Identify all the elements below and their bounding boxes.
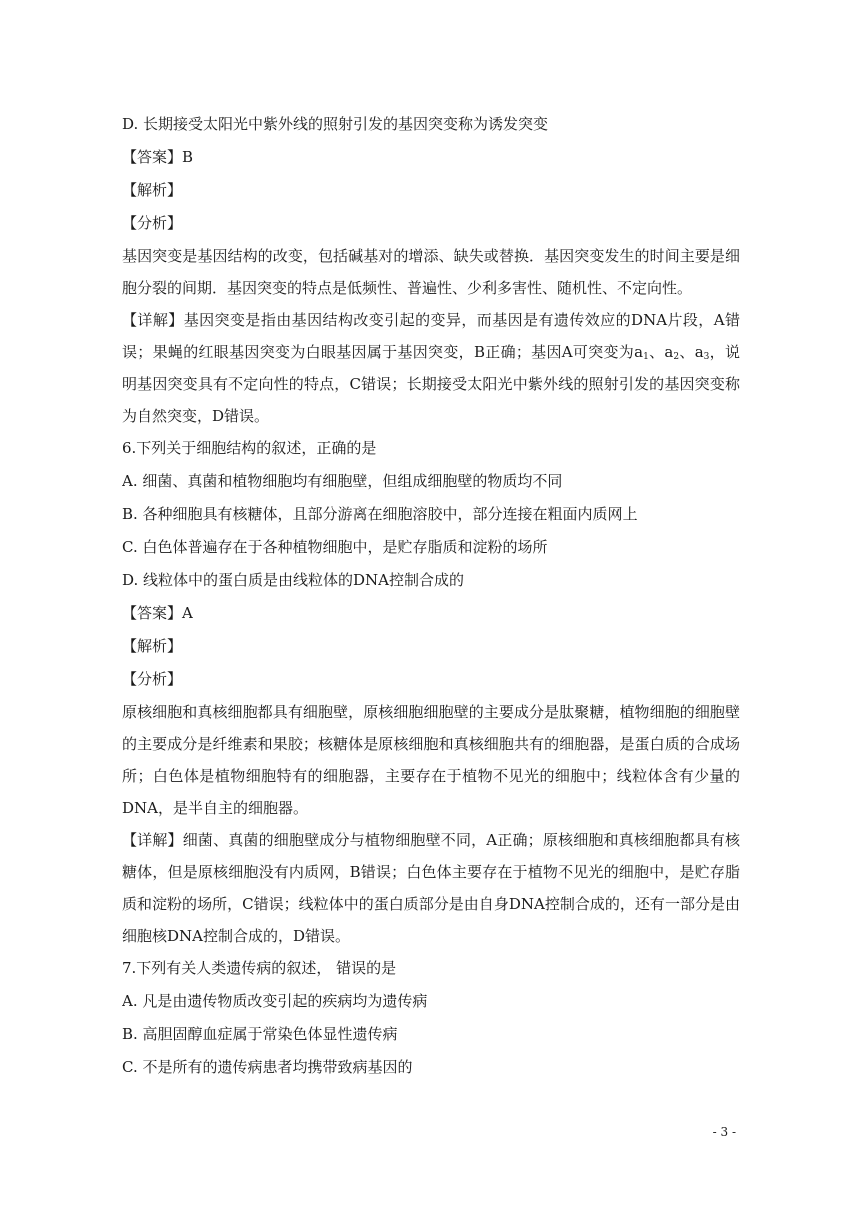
- q6-option-c: C. 白色体普遍存在于各种植物细胞中，是贮存脂质和淀粉的场所: [122, 538, 548, 556]
- q7-stem: 7.下列有关人类遗传病的叙述， 错误的是: [122, 959, 397, 977]
- q7-option-b: B. 高胆固醇血症属于常染色体显性遗传病: [122, 1025, 398, 1043]
- q5-fenxi-heading: 【分析】: [122, 214, 183, 232]
- q7-option-c: C. 不是所有的遗传病患者均携带致病基因的: [122, 1058, 413, 1076]
- q5-detail: 【详解】基因突变是指由基因结构改变引起的变异，而基因是有遗传效应的DNA片段，A错误；果蝇的红眼基因突变为白眼基因属于基因突变，B正确；基因A可突变为$a_1$、$a_2$、$a_3$，说明基因突变具有不定向性的特点，C错误；长期接受太阳光中紫外线的照射引发的基因突变称为自然突变，D错误。: [122, 311, 740, 425]
- q5-answer: 【答案】B: [122, 148, 194, 166]
- page-content: [122, 108, 740, 1084]
- q6-option-d: D. 线粒体中的蛋白质是由线粒体的DNA控制合成的: [122, 571, 465, 589]
- q5-option-d: D. 长期接受太阳光中紫外线的照射引发的基因突变称为诱发突变: [122, 115, 549, 133]
- q6-analysis: 原核细胞和真核细胞都具有细胞壁，原核细胞细胞壁的主要成分是肽聚糖，植物细胞的细胞壁的主要成分是纤维素和果胶；核糖体是原核细胞和真核细胞共有的细胞器，是蛋白质的合成场所；白色体是植物细胞特有的细胞器，主要存在于植物不见光的细胞中；线粒体含有少量的DNA，是半自主的细胞器。: [122, 703, 740, 817]
- q5-analysis: 基因突变是基因结构的改变，包括碱基对的增添、缺失或替换．基因突变发生的时间主要是细胞分裂的间期．基因突变的特点是低频性、普遍性、少利多害性、随机性、不定向性。: [122, 247, 740, 297]
- q6-detail: 【详解】细菌、真菌的细胞壁成分与植物细胞壁不同，A正确；原核细胞和真核细胞都具有核糖体，但是原核细胞没有内质网，B错误；白色体主要存在于植物不见光的细胞中，是贮存脂质和淀粉的场所，C错误；线粒体中的蛋白质部分是由自身DNA控制合成的，还有一部分是由细胞核DNA控制合成的，D错误。: [122, 831, 740, 945]
- q6-option-b: B. 各种细胞具有核糖体，且部分游离在细胞溶胶中，部分连接在粗面内质网上: [122, 505, 638, 523]
- q6-fenxi-heading: 【分析】: [122, 670, 183, 688]
- q6-stem: 6.下列关于细胞结构的叙述，正确的是: [122, 439, 377, 457]
- page-number: - 3 -: [712, 1125, 736, 1139]
- q5-jiexi-heading: 【解析】: [122, 181, 183, 199]
- q7-option-a: A. 凡是由遗传物质改变引起的疾病均为遗传病: [122, 992, 428, 1010]
- q6-jiexi-heading: 【解析】: [122, 637, 183, 655]
- q6-answer: 【答案】A: [122, 604, 193, 622]
- q6-option-a: A. 细菌、真菌和植物细胞均有细胞壁，但组成细胞壁的物质均不同: [122, 472, 563, 490]
